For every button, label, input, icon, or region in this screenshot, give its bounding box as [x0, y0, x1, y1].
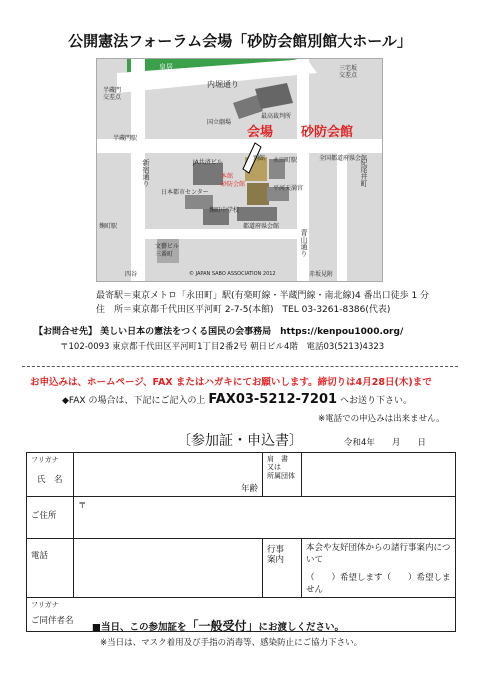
age-label: 年齢: [240, 484, 258, 494]
map-label-sabo: 砂防会館: [301, 125, 354, 140]
apply-deadline: お申込みは、ホームページ、FAX またはハガキにてお願いします。締切りは4月28日(木)まで: [30, 377, 432, 388]
map-label-hanzomon-cross: 半蔵門: [103, 87, 122, 94]
form-date: 令和4年 月 日: [344, 438, 426, 448]
road-south: [145, 229, 305, 239]
map-copyright: © JAPAN SABO ASSOCIATION 2012: [189, 271, 276, 277]
phone-label-cell: [27, 539, 74, 598]
notice-suffix: にお渡しください。: [258, 622, 345, 633]
map-label-hirakawa: 平河天満宮: [273, 185, 304, 192]
event-options-cell: [302, 539, 456, 598]
form-title: 〔参加証・申込書〕: [177, 433, 303, 449]
venue-address: 住 所＝東京都千代田区平河町 2-7-5(本館) TEL 03-3261-8386(代表): [96, 305, 391, 315]
map-label-bunka: 文藝ビル: [155, 243, 180, 250]
map-label-kaijo: 会場: [247, 125, 274, 140]
name-label-cell: [27, 453, 74, 497]
furigana-label: フリガナ: [31, 456, 59, 464]
fax-instruction: [62, 392, 412, 407]
application-form: [26, 452, 456, 632]
map-label-kioi: 紀尾井町: [360, 159, 368, 187]
event-label: 行事 案内: [267, 545, 285, 566]
phone-input[interactable]: [74, 539, 263, 598]
fax-suffix: へお送り下さい。: [339, 396, 412, 406]
map-streets: [97, 59, 382, 281]
map-label-nagatacho: 永田町駅: [273, 157, 298, 164]
map-label-kokyo: 皇居: [159, 63, 173, 71]
fax-prefix: ◆FAX の場合は、下記にご記入の上: [62, 396, 206, 406]
map-label-koten-2: 交差点: [103, 94, 122, 101]
map-label-koten-1: 交差点: [339, 72, 358, 79]
event-label-cell: [263, 539, 302, 598]
postal-mark: 〒: [78, 501, 87, 511]
map-label-miyakezaka: 三宅坂: [339, 65, 358, 72]
map-label-zenkoku: 全国都道府県会館: [319, 155, 368, 162]
furigana-label-2: フリガナ: [31, 601, 59, 609]
road-east: [337, 153, 347, 281]
contact-address: 〒102-0093 東京都千代田区平河町1丁目2番2号 朝日ビル4階 電話03(5213)4323: [60, 342, 385, 352]
map-label-nihon-toshi: 日本都市センター: [161, 189, 209, 196]
event-question: 本会や友好団体からの諸行事案内について: [306, 543, 451, 565]
map-label-sanbancho: 三番町: [155, 251, 174, 258]
map-label-kokuritsu: 国立劇場: [207, 119, 232, 126]
page-title: 公開憲法フォーラム会場「砂防会館別館大ホール」: [68, 32, 412, 50]
notice-reception: [92, 617, 344, 634]
cut-line: [22, 366, 458, 367]
map-label-uchibori: 内堀通り: [207, 80, 239, 89]
event-options[interactable]: （ ）希望します（ ）希望しません: [306, 573, 451, 595]
name-label: 氏 名: [37, 475, 63, 485]
map-label-bekkan: 別館: [253, 155, 266, 162]
notice-mask: ※当日は、マスク着用及び手指の消毒等、感染防止にご協力下さい。: [100, 638, 363, 648]
affiliation-label: 肩 書 又は 所属団体: [267, 455, 295, 480]
road-east-west: [97, 139, 382, 153]
map-label-hanzomon-station: 半蔵門駅: [113, 135, 138, 142]
address-label-cell: [27, 497, 74, 539]
fax-number: FAX03-5212-7201: [208, 392, 338, 407]
address-label: ご住所: [31, 511, 57, 521]
contact-heading: 【お問合せ先】 美しい日本の憲法をつくる国民の会事務局 https://kenpou1000.org/: [34, 327, 404, 337]
phone-note: ※電話での申込みは出来ません。: [318, 414, 445, 424]
address-input[interactable]: [74, 497, 456, 539]
map-label-ja: JA共済ビル: [193, 159, 223, 166]
map-label-shinjuku: 新宿通り: [142, 159, 150, 187]
map-label-yotsuya: 四谷: [125, 271, 138, 278]
notice-prefix: ■当日、この参加証を: [92, 622, 187, 633]
building-ja: [193, 163, 223, 185]
map-label-kojimachi-gakko: 麹町中学校: [209, 207, 240, 214]
map-label-toshi-kaikan: 都道府県会館: [243, 223, 280, 230]
notice-bold: 「一般受付」: [186, 619, 259, 633]
map-label-aoyama: 青山通り: [300, 229, 308, 257]
nearest-station: 最寄駅＝東京メトロ「永田町」駅(有楽町線・半蔵門線・南北線)4 番出口徒歩 1 分: [96, 291, 430, 301]
venue-map: [96, 58, 383, 282]
map-label-honkan: 本館: [221, 173, 234, 180]
map-label-saiko: 最高裁判所: [261, 113, 292, 120]
phone-label: 電話: [31, 551, 49, 561]
companion-label: ご同伴者名: [31, 616, 74, 626]
map-label-sabo-ichi: 砂防会館: [221, 181, 246, 188]
building-honkan: [247, 183, 269, 205]
building-todofuken: [237, 207, 277, 221]
name-input[interactable]: [74, 453, 263, 497]
map-label-akasaka: 赤坂見附: [309, 271, 334, 278]
affiliation-label-cell: [263, 453, 302, 497]
map-label-kojimachi: 麹町駅: [99, 223, 118, 230]
affiliation-input[interactable]: [302, 453, 456, 497]
